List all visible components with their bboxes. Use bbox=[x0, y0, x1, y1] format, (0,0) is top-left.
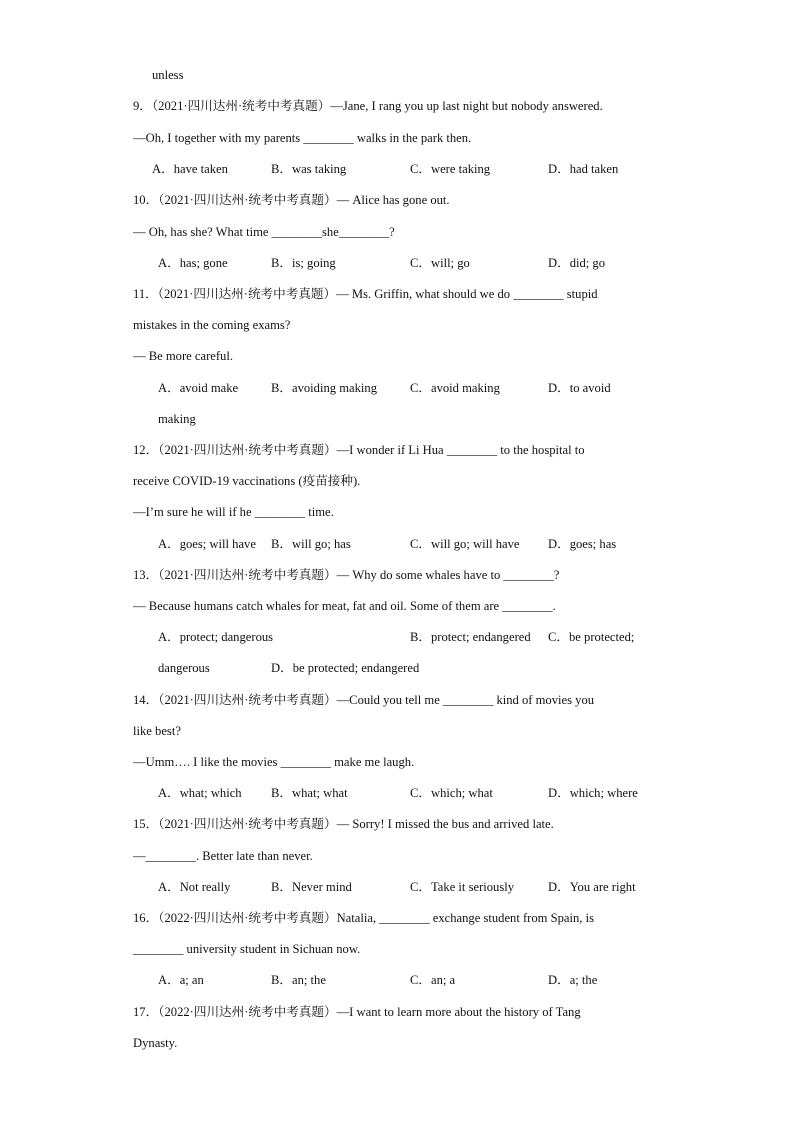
q9-option-c: C．were taking bbox=[410, 162, 491, 176]
q12-option-d: D．goes; has bbox=[548, 537, 617, 551]
q12-option-c: C．will go; will have bbox=[410, 537, 520, 551]
q10-stem-line-2: — Oh, has she? What time ________she________? bbox=[133, 225, 395, 239]
q17-stem-line-1: 17．（2022·四川达州·统考中考真题）—I want to learn more about the history of Tang bbox=[133, 1005, 581, 1019]
q12-stem-line-3: —I’m sure he will if he ________ time. bbox=[133, 505, 334, 519]
q16-option-d: D．a; the bbox=[548, 973, 598, 987]
q14-option-b: B．what; what bbox=[271, 786, 348, 800]
q10-option-d: D．did; go bbox=[548, 256, 606, 270]
q14-option-d: D．which; where bbox=[548, 786, 638, 800]
q16-option-c: C．an; a bbox=[410, 973, 456, 987]
q11-option-d: D．to avoid bbox=[548, 381, 611, 395]
q10-stem-line-1: 10．（2021·四川达州·统考中考真题）— Alice has gone out. bbox=[133, 193, 450, 207]
q14-stem-line-3: —Umm…. I like the movies ________ make me laugh. bbox=[133, 755, 415, 769]
q10-option-b: B．is; going bbox=[271, 256, 336, 270]
q11-stem-line-1: 11．（2021·四川达州·统考中考真题）— Ms. Griffin, what should we do ________ stupid bbox=[133, 287, 598, 301]
q8-option-continuation: unless bbox=[152, 68, 184, 82]
q10-option-a: A．has; gone bbox=[158, 256, 228, 270]
q16-option-b: B．an; the bbox=[271, 973, 326, 987]
q13-option-c-continuation: dangerous bbox=[158, 661, 210, 675]
q13-option-a: A．protect; dangerous bbox=[158, 630, 274, 644]
q9-option-a: A．have taken bbox=[152, 162, 228, 176]
q12-option-b: B．will go; has bbox=[271, 537, 351, 551]
q15-stem-line-1: 15．（2021·四川达州·统考中考真题）— Sorry! I missed the bus and arrived late. bbox=[133, 817, 554, 831]
q12-option-a: A．goes; will have bbox=[158, 537, 256, 551]
q9-option-d: D．had taken bbox=[548, 162, 619, 176]
q11-option-b: B．avoiding making bbox=[271, 381, 377, 395]
q12-stem-line-2: receive COVID-19 vaccinations (疫苗接种). bbox=[133, 474, 361, 488]
q11-stem-line-3: — Be more careful. bbox=[133, 349, 234, 363]
q15-stem-line-2: —________. Better late than never. bbox=[133, 849, 313, 863]
q15-option-b: B．Never mind bbox=[271, 880, 352, 894]
q11-stem-line-2: mistakes in the coming exams? bbox=[133, 318, 291, 332]
q16-stem-line-1: 16．（2022·四川达州·统考中考真题）Natalia, ________ exchange student from Spain, is bbox=[133, 911, 595, 925]
q9-stem-line-1: 9．（2021·四川达州·统考中考真题）—Jane, I rang you up last night but nobody answered. bbox=[133, 99, 603, 113]
q17-stem-line-2: Dynasty. bbox=[133, 1036, 178, 1050]
q16-stem-line-2: ________ university student in Sichuan now. bbox=[133, 942, 361, 956]
q13-option-d: D．be protected; endangered bbox=[271, 661, 420, 675]
q15-option-a: A．Not really bbox=[158, 880, 231, 894]
q9-option-b: B．was taking bbox=[271, 162, 347, 176]
q13-option-c: C．be protected; bbox=[548, 630, 635, 644]
q13-option-b: B．protect; endangered bbox=[410, 630, 531, 644]
q15-option-d: D．You are right bbox=[548, 880, 636, 894]
q13-stem-line-2: — Because humans catch whales for meat, fat and oil. Some of them are ________. bbox=[133, 599, 556, 613]
q14-stem-line-2: like best? bbox=[133, 724, 181, 738]
q12-stem-line-1: 12．（2021·四川达州·统考中考真题）—I wonder if Li Hua ________ to the hospital to bbox=[133, 443, 585, 457]
q11-option-d-continuation: making bbox=[158, 412, 196, 426]
q11-option-a: A．avoid make bbox=[158, 381, 239, 395]
q14-option-a: A．what; which bbox=[158, 786, 242, 800]
q9-stem-line-2: —Oh, I together with my parents ________ walks in the park then. bbox=[133, 131, 472, 145]
q11-option-c: C．avoid making bbox=[410, 381, 500, 395]
q16-option-a: A．a; an bbox=[158, 973, 204, 987]
q14-option-c: C．which; what bbox=[410, 786, 493, 800]
q13-stem-line-1: 13．（2021·四川达州·统考中考真题）— Why do some whales have to ________? bbox=[133, 568, 560, 582]
q15-option-c: C．Take it seriously bbox=[410, 880, 515, 894]
q10-option-c: C．will; go bbox=[410, 256, 470, 270]
q14-stem-line-1: 14．（2021·四川达州·统考中考真题）—Could you tell me ________ kind of movies you bbox=[133, 693, 595, 707]
